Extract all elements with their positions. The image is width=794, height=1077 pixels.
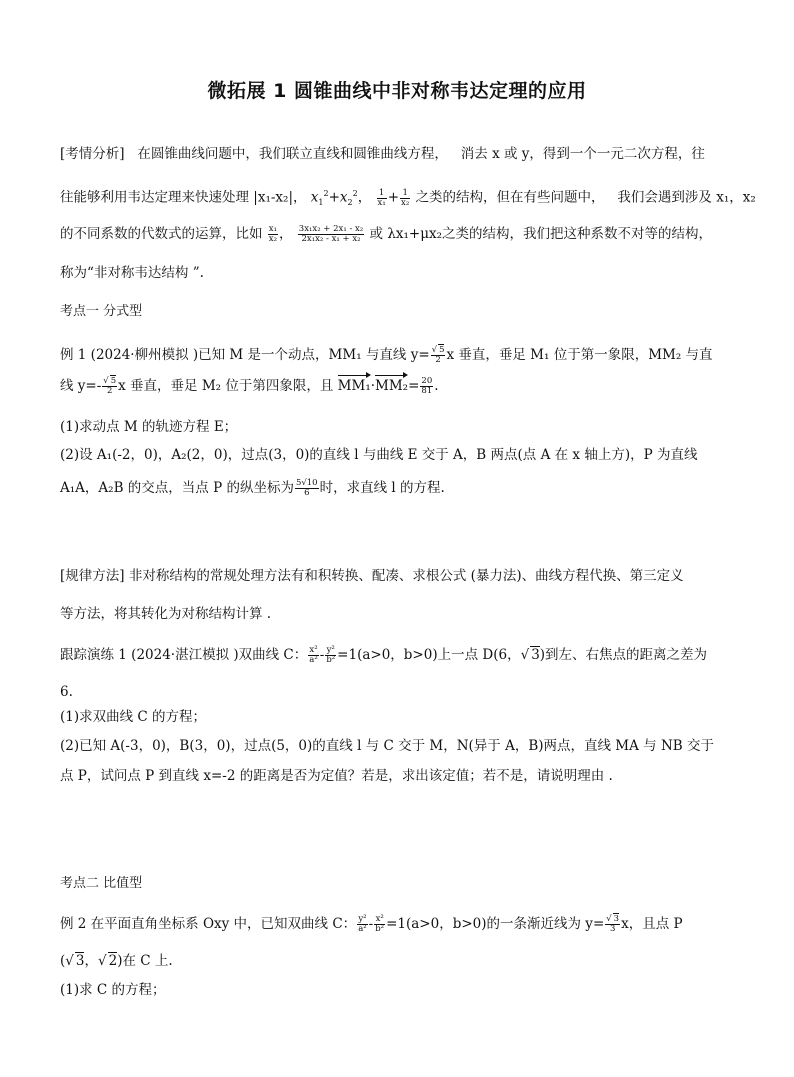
fraction: $\frac{1}{\text{x₁}}$ (377, 187, 386, 208)
intro-line-3: 的不同系数的代数式的运算，比如 $\frac{\text{x₁}}{\text{x₂}}$ ， $\frac{\text{3x₁x₂ + 2x₁ - x₂}}{\text{2x₁x₂ - x₁ + x₂}}$ 或 λx₁+μx₂之类的结构，我们把这种系数不对等的结构， (60, 224, 713, 244)
example1-q2-line-1: (2)设 A₁(-2，0)，A₂(2，0)，过点(3，0)的直线 l 与曲线 E 交于 A，B 两点(点 A 在 x 轴上方)，P 为直线 (60, 447, 698, 463)
example2-line-1: 例 2 在平面直角坐标系 Oxy 中，已知双曲线 C： $\frac{\text{y²}}{\text{a²}}$ - $\frac{\text{x²}}{\text{b²}}$ =1(a>0，b>0)的一条渐近线为 y= $\frac{√ 3}{3}$ x，且点 P (60, 914, 683, 934)
practice1-q1: (1)求双曲线 C 的方程； (60, 709, 207, 725)
vector-mm2: MM₂ (375, 378, 409, 394)
example1-line-1: 例 1 (2024·柳州模拟 )已知 M 是一个动点，MM₁ 与直线 y= $\frac{√ 5}{2}$ x 垂直，垂足 M₁ 位于第一象限，MM₂ 与直 (60, 345, 713, 365)
example1-line-2: 线 y=- $\frac{√ 5}{2}$ x 垂直，垂足 M₂ 位于第四象限，且 MM₁·MM₂= $\frac{20}{81}$ . (60, 376, 439, 396)
section-heading-1: 考点一 分式型 (60, 304, 143, 319)
fraction: $\frac{√ 5}{2}$ (431, 345, 445, 365)
intro-tag: [考情分析] (60, 146, 125, 162)
example1-q2-line-2: A₁A，A₂B 的交点，当点 P 的纵坐标为 $\frac{5√10}{6}$ 时，求直线 l 的方程. (60, 478, 445, 498)
vector-mm1: MM₁ (337, 378, 371, 394)
example1-q1: (1)求动点 M 的轨迹方程 E； (60, 419, 238, 435)
example2-q1: (1)求 C 的方程； (60, 982, 166, 998)
fraction: $\frac{√ 3}{3}$ (606, 914, 620, 934)
example2-line-2: (√ 3，√ 2)在 C 上. (60, 953, 173, 969)
fraction: $\frac{\text{x²}}{\text{a²}}$ (309, 645, 318, 665)
method-line-2: 等方法，将其转化为对称结构计算 . (60, 606, 272, 622)
page-title: 微拓展 1 圆锥曲线中非对称韦达定理的应用 (207, 80, 587, 102)
fraction: $\frac{\text{x₁}}{\text{x₂}}$ (268, 224, 277, 244)
intro-line-2: 往能够利用韦达定理来快速处理 |x₁-x₂|， $x_1^2+x_2^2$， $\frac{1}{\text{x₁}}$ + $\frac{1}{\text{x₂}}$ 之类的结构，但在有些问题中， 我们会遇到涉及 x₁，x₂ (60, 187, 756, 208)
fraction: $\frac{1}{\text{x₂}}$ (401, 187, 410, 208)
practice1-q2-line-2: 点 P，试问点 P 到直线 x=-2 的距离是否为定值？若是，求出该定值；若不是，请说明理由 . (60, 768, 613, 784)
method-line-1: [规律方法] 非对称结构的常规处理方法有和积转换、配凑、求根公式 (暴力法)、曲线方程代换、第三定义 (60, 568, 684, 584)
fraction: $\frac{\text{y²}}{\text{b²}}$ (326, 645, 336, 665)
fraction: $\frac{\text{3x₁x₂ + 2x₁ - x₂}}{\text{2x₁x₂ - x₁ + x₂}}$ (298, 224, 364, 244)
practice1-q2-line-1: (2)已知 A(-3，0)，B(3，0)，过点(5，0)的直线 l 与 C 交于 M，N(异于 A，B)两点，直线 MA 与 NB 交于 (60, 738, 714, 754)
fraction: $\frac{20}{81}$ (421, 376, 433, 396)
practice1-line-2: 6. (60, 684, 73, 700)
fraction: $\frac{√ 5}{2}$ (103, 376, 117, 396)
fraction: $\frac{\text{y²}}{\text{a²}}$ (358, 914, 367, 934)
intro-line-1: [考情分析] 在圆锥曲线问题中，我们联立直线和圆锥曲线方程， 消去 x 或 y，得到一个一元二次方程，往 (60, 146, 705, 162)
practice1-line-1: 跟踪演练 1 (2024·湛江模拟 )双曲线 C： $\frac{\text{x²}}{\text{a²}}$ - $\frac{\text{y²}}{\text{b²}}$ =1(a>0，b>0)上一点 D(6，√ 3)到左、右焦点的距离之差为 (60, 645, 708, 665)
fraction: $\frac{5√10}{6}$ (295, 478, 318, 498)
section-heading-2: 考点二 比值型 (60, 876, 143, 891)
fraction: $\frac{\text{x²}}{\text{b²}}$ (375, 914, 385, 934)
intro-line-4: 称为“非对称韦达结构 ”. (60, 265, 204, 281)
